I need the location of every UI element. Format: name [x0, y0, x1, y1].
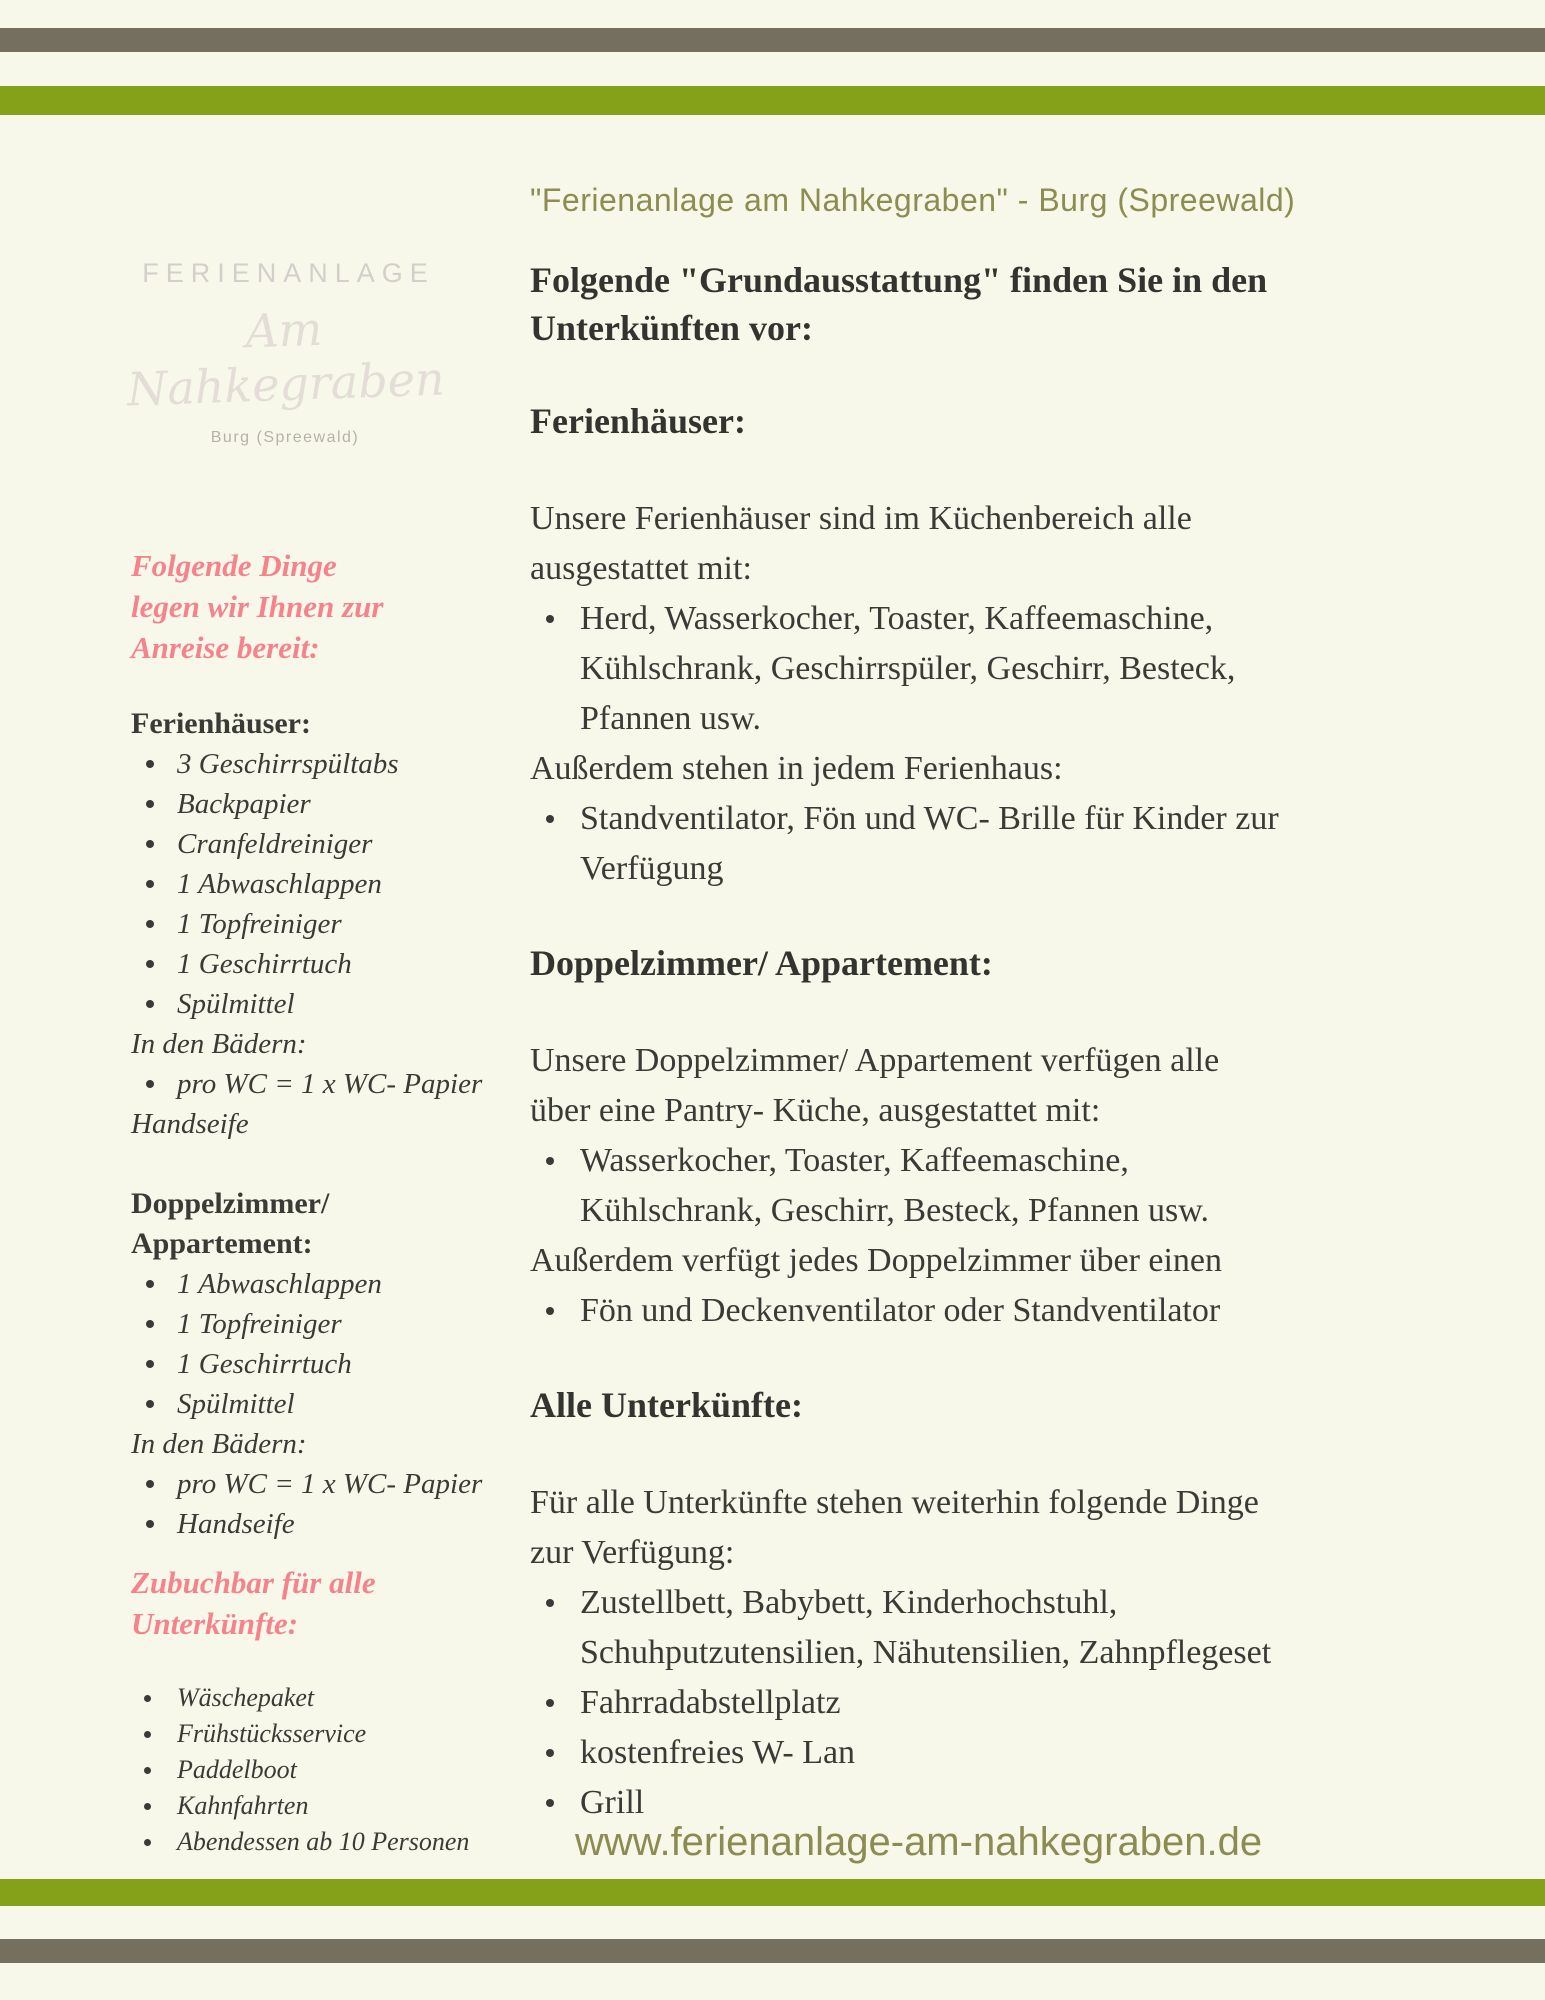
- bullet-icon: [146, 1360, 154, 1368]
- list-item: [131, 1064, 483, 1104]
- list-item: [131, 744, 471, 784]
- list-item-text: [580, 794, 1279, 894]
- bullet-icon: [546, 1749, 554, 1757]
- bullet-icon: [146, 1320, 154, 1328]
- baeder-label: In den Bädern:: [131, 1028, 307, 1060]
- ferienhaeuser-heading: Ferienhäuser:: [131, 707, 311, 740]
- baeder-label: In den Bädern:: [131, 1428, 307, 1460]
- section-heading-doppelzimmer: Doppelzimmer/ Appartement:: [530, 943, 993, 983]
- bullet-icon: [146, 1520, 154, 1528]
- list-item-line: Verfügung: [580, 850, 724, 887]
- list-item-text: 1 Geschirrtuch: [177, 948, 352, 980]
- list-item-text: kostenfreies W- Lan: [580, 1734, 856, 1771]
- list-item-text: Spülmittel: [177, 988, 295, 1020]
- list-item-line: Fön und Deckenventilator oder Standventilator: [580, 1292, 1221, 1329]
- list-item-text: 1 Abwaschlappen: [177, 1268, 382, 1300]
- logo-image: [126, 180, 446, 490]
- paragraph-line: ausgestattet mit:: [530, 550, 752, 587]
- bullet-icon: [144, 1731, 151, 1738]
- list-item: [131, 1824, 471, 1860]
- bullet-icon: [144, 1767, 151, 1774]
- list-item: [131, 1304, 471, 1344]
- bullet-icon: [546, 615, 554, 623]
- list-item: [530, 1578, 1490, 1678]
- list-item: [131, 1788, 471, 1824]
- paragraph: [530, 1478, 1490, 1578]
- heading-line: Anreise bereit:: [131, 630, 320, 665]
- paragraph-line: Für alle Unterkünfte stehen weiterhin folgende Dinge: [530, 1484, 1259, 1521]
- list-item: [530, 794, 1490, 894]
- paragraph: Außerdem verfügt jedes Doppelzimmer über einen: [530, 1242, 1223, 1279]
- sidebar-intro-heading: [131, 545, 471, 668]
- list-item-text: 3 Geschirrspültabs: [177, 748, 399, 780]
- list-item-line: Wasserkocher, Toaster, Kaffeemaschine,: [580, 1142, 1129, 1179]
- bullet-icon: [546, 1699, 554, 1707]
- list-item-text: Abendessen ab 10 Personen: [177, 1827, 470, 1856]
- heading-line: Folgende Dinge: [131, 548, 337, 583]
- bullet-icon: [146, 1080, 154, 1088]
- bullet-icon: [146, 800, 154, 808]
- bullet-icon: [146, 840, 154, 848]
- heading-line: legen wir Ihnen zur: [131, 589, 384, 624]
- list-item-text: [580, 594, 1235, 744]
- list-item-text: Cranfeldreiniger: [177, 828, 373, 860]
- bullet-icon: [146, 880, 154, 888]
- paragraph: [530, 1036, 1490, 1136]
- list-item: [530, 1728, 1490, 1778]
- bullet-icon: [146, 920, 154, 928]
- heading-line: Appartement:: [131, 1227, 313, 1260]
- list-item: [131, 864, 471, 904]
- bottom-brown-bar: [0, 1939, 1545, 1963]
- spacer: [131, 1644, 471, 1680]
- paragraph-line: Unsere Doppelzimmer/ Appartement verfügen alle: [530, 1042, 1220, 1079]
- list-item-text: 1 Topfreiniger: [177, 1308, 342, 1340]
- list-item-text: 1 Topfreiniger: [177, 908, 342, 940]
- list-item: [131, 984, 471, 1024]
- list-item: [131, 1504, 471, 1544]
- list-item-text: Grill: [580, 1784, 645, 1821]
- logo-title: FERIENANLAGE: [142, 258, 435, 288]
- spacer: [131, 1144, 471, 1184]
- bullet-icon: [146, 1480, 154, 1488]
- heading-line: Doppelzimmer/: [131, 1187, 330, 1220]
- paragraph-line: über eine Pantry- Küche, ausgestattet mit:: [530, 1092, 1101, 1129]
- heading-line: Unterkünfte:: [131, 1606, 299, 1641]
- list-item-line: Herd, Wasserkocher, Toaster, Kaffeemaschine,: [580, 600, 1214, 637]
- list-item-line: Kühlschrank, Geschirr, Besteck, Pfannen usw.: [580, 1192, 1210, 1229]
- paragraph-line: zur Verfügung:: [530, 1534, 735, 1571]
- website-url-link[interactable]: www.ferienanlage-am-nahkegraben.de: [575, 1820, 1263, 1864]
- list-item-text: 1 Abwaschlappen: [177, 868, 382, 900]
- list-item: [131, 1752, 471, 1788]
- list-item: [131, 904, 471, 944]
- paragraph: [530, 494, 1490, 594]
- list-item: [131, 1264, 471, 1304]
- list-item-text: Paddelboot: [177, 1755, 297, 1784]
- bullet-icon: [146, 760, 154, 768]
- page-title: "Ferienanlage am Nahkegraben" - Burg (Spreewald): [530, 182, 1296, 218]
- zubuchbar-heading: [131, 1562, 471, 1644]
- list-item-text: Handseife: [177, 1508, 295, 1540]
- paragraph-line: Unsere Ferienhäuser sind im Küchenbereich alle: [530, 500, 1192, 537]
- heading-line: Unterkünften vor:: [530, 308, 813, 348]
- logo-script-text: Am Nahkegraben: [126, 301, 446, 417]
- paragraph: Außerdem stehen in jedem Ferienhaus:: [530, 750, 1063, 787]
- list-item-text: [580, 1578, 1271, 1678]
- list-item-text: Kahnfahrten: [177, 1791, 309, 1820]
- bullet-icon: [546, 1599, 554, 1607]
- list-item-text: Backpapier: [177, 788, 311, 820]
- heading-line: Zubuchbar für alle: [131, 1565, 376, 1600]
- bullet-icon: [144, 1695, 151, 1702]
- bullet-icon: [146, 1000, 154, 1008]
- bullet-icon: [144, 1803, 151, 1810]
- list-item-text: Spülmittel: [177, 1388, 295, 1420]
- list-item: [131, 1384, 471, 1424]
- list-item: [131, 1344, 471, 1384]
- spacer: [131, 1544, 471, 1562]
- list-item-text: pro WC = 1 x WC- Papier: [177, 1068, 483, 1100]
- bullet-icon: [146, 960, 154, 968]
- list-item: [530, 1286, 1490, 1336]
- list-item: [530, 594, 1490, 744]
- list-item: [131, 944, 471, 984]
- intro-heading: [530, 256, 1490, 352]
- heading-line: Folgende "Grundausstattung" finden Sie in den: [530, 260, 1268, 300]
- list-item-line: Pfannen usw.: [580, 700, 761, 737]
- doppelzimmer-heading: [131, 1184, 471, 1264]
- list-item-text: Fahrradabstellplatz: [580, 1684, 841, 1721]
- left-sidebar: [131, 545, 483, 1860]
- list-item-text: [580, 1286, 1220, 1336]
- list-item-line: Zustellbett, Babybett, Kinderhochstuhl,: [580, 1584, 1118, 1621]
- list-item-line: Kühlschrank, Geschirrspüler, Geschirr, Besteck,: [580, 650, 1236, 687]
- section-heading-ferienhaeuser: Ferienhäuser:: [530, 401, 746, 441]
- bullet-icon: [546, 1307, 554, 1315]
- list-item: [131, 784, 471, 824]
- bullet-icon: [546, 1799, 554, 1807]
- list-item-text: Frühstücksservice: [177, 1719, 367, 1748]
- bottom-green-bar: [0, 1879, 1545, 1906]
- list-item-line: Schuhputzutensilien, Nähutensilien, Zahnpflegeset: [580, 1634, 1272, 1671]
- list-item-text: 1 Geschirrtuch: [177, 1348, 352, 1380]
- top-green-bar: [0, 86, 1545, 115]
- bullet-icon: [546, 1157, 554, 1165]
- list-item-text: [580, 1136, 1209, 1236]
- section-heading-alle-unterkuenfte: Alle Unterkünfte:: [530, 1385, 803, 1425]
- bullet-icon: [146, 1400, 154, 1408]
- list-item-line: Standventilator, Fön und WC- Brille für Kinder zur: [580, 800, 1279, 837]
- list-item: [131, 1464, 483, 1504]
- top-brown-bar: [0, 28, 1545, 52]
- bullet-icon: [146, 1280, 154, 1288]
- logo-subtitle: Burg (Spreewald): [210, 429, 360, 446]
- main-content: [530, 180, 1490, 1828]
- list-item: [131, 824, 471, 864]
- bullet-icon: [546, 815, 554, 823]
- baeder-continuation: Handseife: [131, 1108, 249, 1140]
- list-item-text: pro WC = 1 x WC- Papier: [177, 1468, 483, 1500]
- list-item-text: Wäschepaket: [177, 1683, 315, 1712]
- list-item: [131, 1680, 471, 1716]
- bullet-icon: [144, 1839, 151, 1846]
- list-item: [530, 1678, 1490, 1728]
- list-item: [131, 1716, 471, 1752]
- list-item: [530, 1136, 1490, 1236]
